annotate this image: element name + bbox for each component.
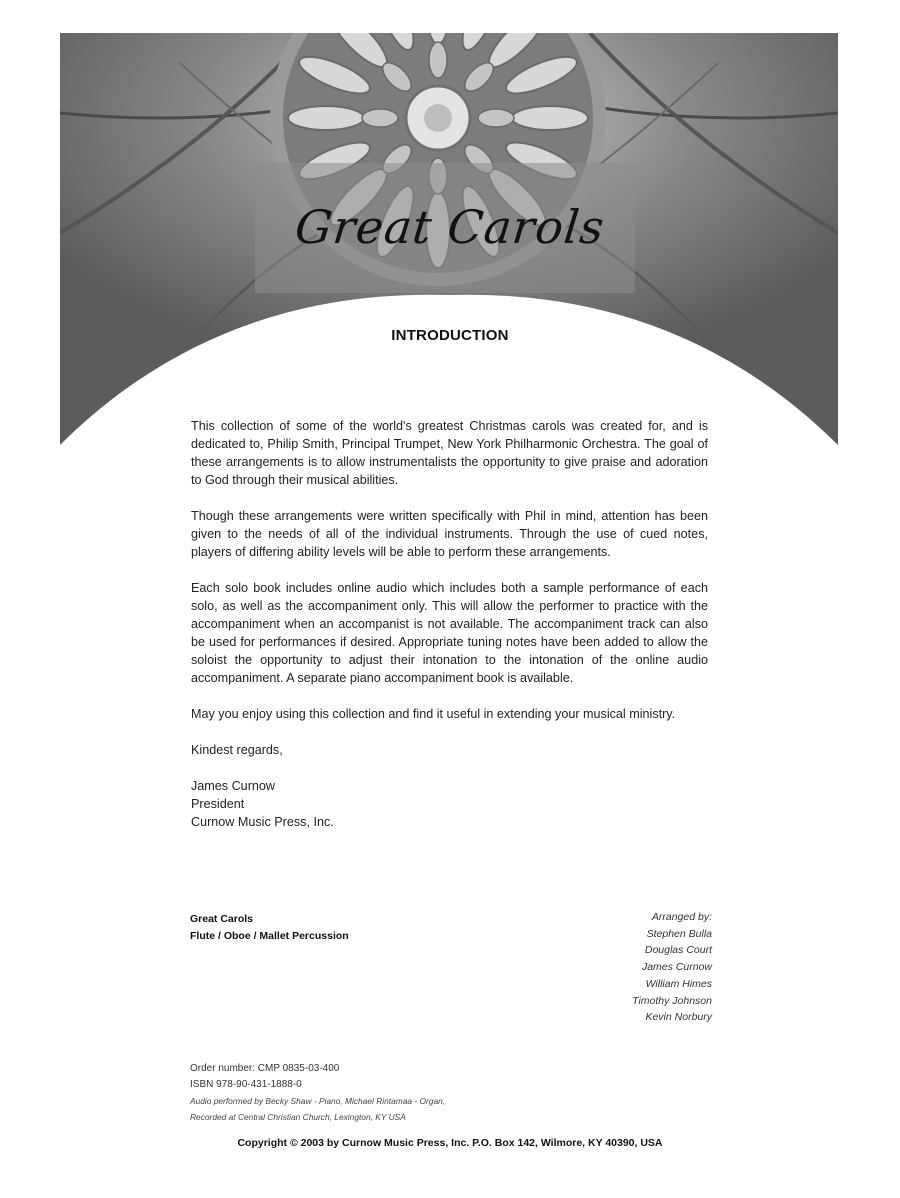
book-info-title: Great Carols [190,913,254,925]
signature-name: James Curnow [191,779,275,793]
copyright-notice: Copyright © 2003 by Curnow Music Press, Inc. P.O. Box 142, Wilmore, KY 40390, USA [237,1137,663,1149]
introduction-body [191,417,708,849]
arranger-name: Stephen Bulla [646,927,712,940]
intro-paragraph: Each solo book includes online audio which includes both a sample performance of each solo, as well as the accompaniment only. This will allow the performer to practice with the accompaniment when an accompanist is not available. The accompaniment track can also be used for performances if desired. Appropriate tuning notes have been added to allow the soloist the opportunity to adjust their intonation to the intonation of the online audio accompaniment. A separate piano accompaniment book is available. [191,581,708,685]
arrangers-list [632,909,712,1026]
arranger-name: Kevin Norbury [645,1011,712,1024]
book-title-script: Great Carols [292,200,608,254]
closing-line: Kindest regards, [191,743,283,757]
recording-credit: Recorded at Central Christian Church, Lexington, KY USA [190,1112,406,1122]
audio-credit: Audio performed by Becky Shaw - Piano, Michael Rintamaa - Organ, [190,1096,446,1106]
arranger-name: William Himes [645,977,712,990]
order-number: Order number: CMP 0835-03-400 [190,1063,340,1074]
intro-paragraph: May you enjoy using this collection and find it useful in extending your musical ministry. [191,707,676,721]
intro-paragraph: Though these arrangements were written specifically with Phil in mind, attention has been given to the needs of all of the individual instruments. Through the use of cued notes, players of differing ability levels will be able to perform these arrangements. [191,509,708,559]
arrangers-label: Arranged by: [651,911,712,923]
signature-company: Curnow Music Press, Inc. [191,815,334,829]
arranger-name: Douglas Court [644,944,712,957]
order-info [190,1061,445,1125]
arranger-name: James Curnow [641,961,712,974]
isbn: ISBN 978-90-431-1888-0 [190,1079,302,1090]
intro-paragraph: This collection of some of the world's greatest Christmas carols was created for, and is dedicated to, Philip Smith, Principal Trumpet, New York Philharmonic Orchestra. The goal of these arrangements is to allow instrumentalists the opportunity to give praise and adoration to God through their musical abilities. [191,419,708,487]
page-title: INTRODUCTION [391,327,509,344]
signature-block [191,777,708,831]
book-info-instrument: Flute / Oboe / Mallet Percussion [190,930,349,942]
book-info [190,911,349,945]
arranger-name: Timothy Johnson [632,994,712,1007]
signature-title: President [191,797,245,811]
